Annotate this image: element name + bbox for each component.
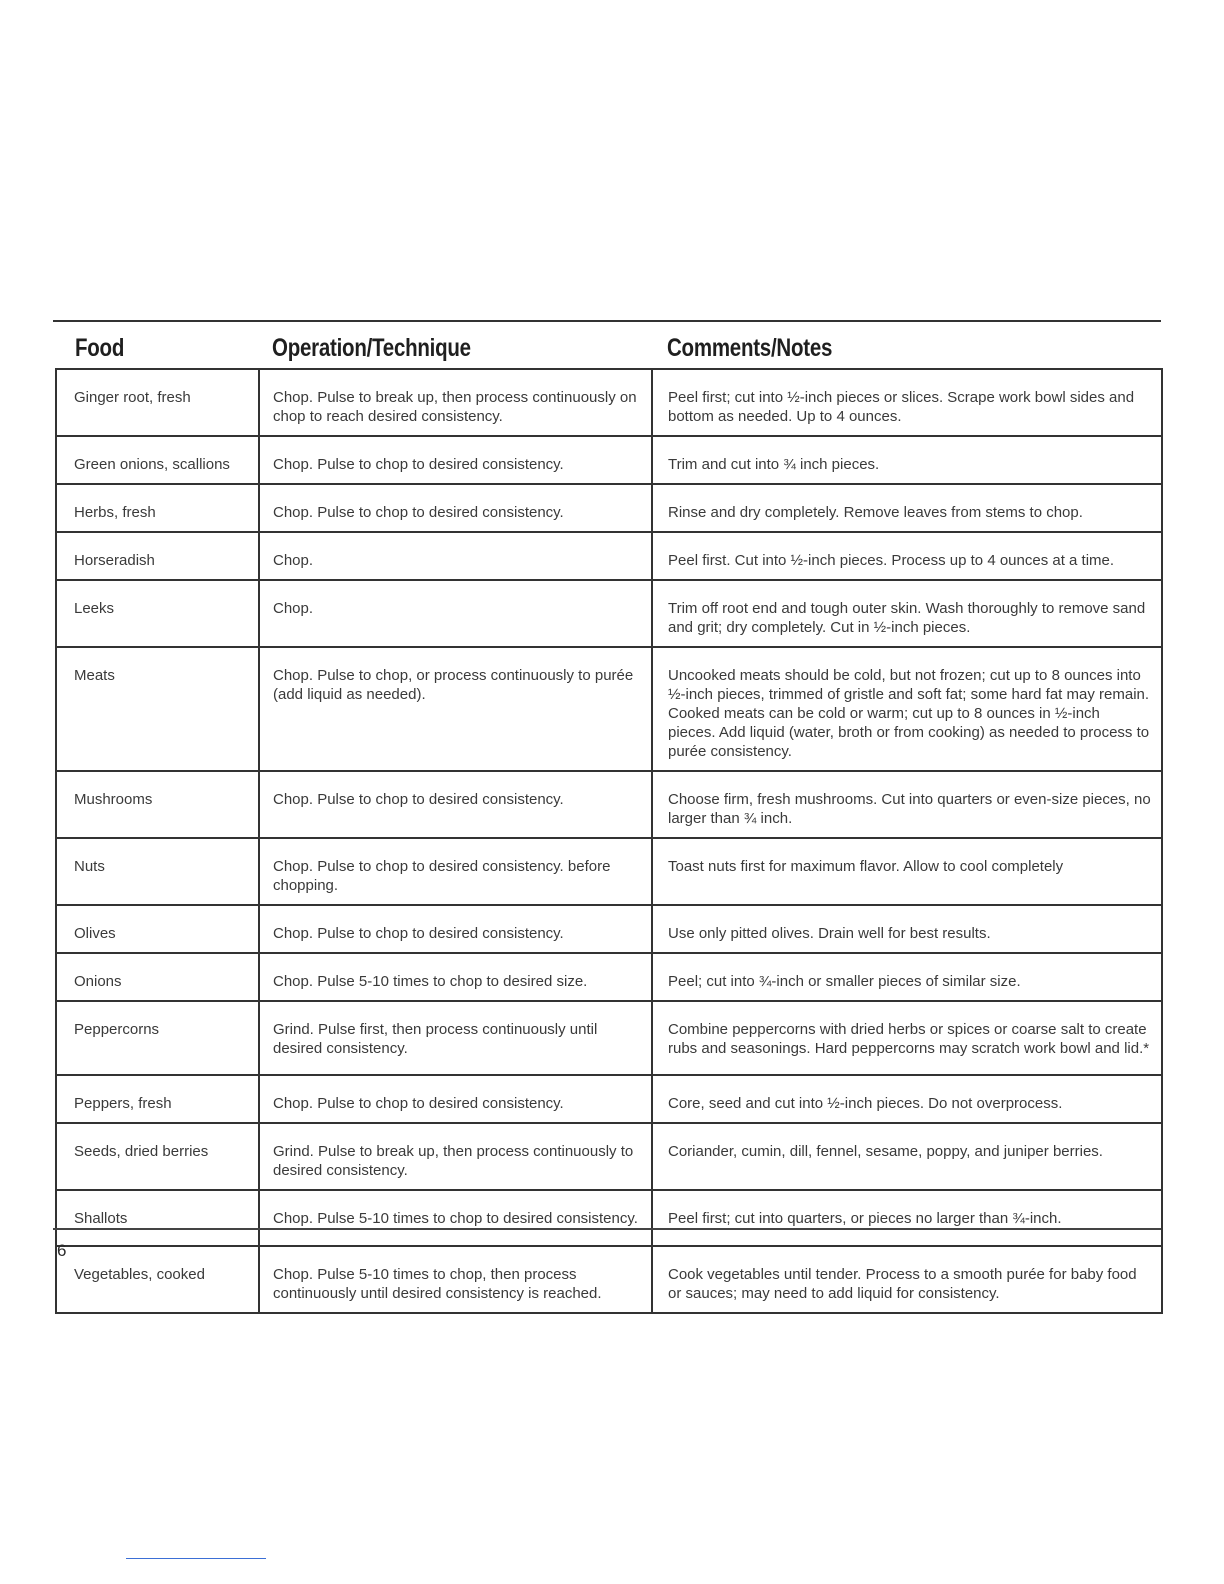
notes-cell: Trim off root end and tough outer skin. Wash thoroughly to remove sand and grit; dry completely. Cut in ½-inch pieces. xyxy=(652,580,1162,647)
operation-cell: Chop. Pulse to chop to desired consistency. xyxy=(259,1075,652,1123)
notes-cell: Peel first; cut into quarters, or pieces no larger than ¾-inch. xyxy=(652,1190,1162,1246)
notes-cell: Peel first. Cut into ½-inch pieces. Process up to 4 ounces at a time. xyxy=(652,532,1162,580)
decorative-line xyxy=(126,1558,266,1559)
operation-cell: Chop. Pulse to chop to desired consistency. xyxy=(259,771,652,838)
notes-cell: Core, seed and cut into ½-inch pieces. Do not overprocess. xyxy=(652,1075,1162,1123)
operation-cell: Chop. Pulse to chop to desired consistency. xyxy=(259,436,652,484)
table-row xyxy=(56,647,1162,771)
operation-cell: Chop. Pulse to break up, then process continuously on chop to reach desired consistency. xyxy=(259,369,652,436)
food-cell: Olives xyxy=(56,905,259,953)
operation-cell: Grind. Pulse to break up, then process continuously to desired consistency. xyxy=(259,1123,652,1190)
food-cell: Seeds, dried berries xyxy=(56,1123,259,1190)
operation-cell: Chop. xyxy=(259,580,652,647)
food-cell: Green onions, scallions xyxy=(56,436,259,484)
notes-cell: Trim and cut into ¾ inch pieces. xyxy=(652,436,1162,484)
table-row xyxy=(56,436,1162,484)
notes-cell: Peel first; cut into ½-inch pieces or slices. Scrape work bowl sides and bottom as needed. Up to 4 ounces. xyxy=(652,369,1162,436)
operation-cell: Chop. Pulse 5-10 times to chop, then process continuously until desired consistency is reached. xyxy=(259,1246,652,1313)
table-row xyxy=(56,1246,1162,1313)
table-row xyxy=(56,1123,1162,1190)
notes-cell: Uncooked meats should be cold, but not frozen; cut up to 8 ounces into ½-inch pieces, trimmed of gristle and soft fat; some hard fat may remain. Cooked meats can be cold or warm; cut up to 8 ounces in ½-inch pieces. Add liquid (water, broth or from cooking) as needed to process to purée consistency. xyxy=(652,647,1162,771)
food-cell: Leeks xyxy=(56,580,259,647)
operation-cell: Grind. Pulse first, then process continuously until desired consistency. xyxy=(259,1001,652,1075)
notes-cell: Use only pitted olives. Drain well for best results. xyxy=(652,905,1162,953)
food-cell: Peppercorns xyxy=(56,1001,259,1075)
table-row xyxy=(56,953,1162,1001)
notes-cell: Rinse and dry completely. Remove leaves from stems to chop. xyxy=(652,484,1162,532)
food-cell: Mushrooms xyxy=(56,771,259,838)
table-row xyxy=(56,1075,1162,1123)
table-row xyxy=(56,484,1162,532)
notes-cell: Coriander, cumin, dill, fennel, sesame, poppy, and juniper berries. xyxy=(652,1123,1162,1190)
food-cell: Nuts xyxy=(56,838,259,905)
table-row xyxy=(56,580,1162,647)
notes-cell: Choose firm, fresh mushrooms. Cut into quarters or even-size pieces, no larger than ¾ inch. xyxy=(652,771,1162,838)
operation-cell: Chop. Pulse to chop, or process continuously to purée (add liquid as needed). xyxy=(259,647,652,771)
table-row xyxy=(56,1190,1162,1246)
operation-cell: Chop. Pulse 5-10 times to chop to desired consistency. xyxy=(259,1190,652,1246)
top-rule xyxy=(53,320,1161,322)
header-food: Food xyxy=(75,334,125,362)
food-cell: Onions xyxy=(56,953,259,1001)
table-row xyxy=(56,905,1162,953)
header-operation: Operation/Technique xyxy=(272,334,471,362)
notes-cell: Combine peppercorns with dried herbs or spices or coarse salt to create rubs and seasonings. Hard peppercorns may scratch work bowl and lid.* xyxy=(652,1001,1162,1075)
table-row xyxy=(56,771,1162,838)
food-cell: Shallots xyxy=(56,1190,259,1246)
table-row xyxy=(56,838,1162,905)
food-cell: Vegetables, cooked xyxy=(56,1246,259,1313)
notes-cell: Peel; cut into ¾-inch or smaller pieces of similar size. xyxy=(652,953,1162,1001)
food-cell: Herbs, fresh xyxy=(56,484,259,532)
bottom-rule xyxy=(53,1228,1161,1230)
table-row xyxy=(56,369,1162,436)
operation-cell: Chop. xyxy=(259,532,652,580)
notes-cell: Cook vegetables until tender. Process to a smooth purée for baby food or sauces; may need to add liquid for consistency. xyxy=(652,1246,1162,1313)
notes-cell: Toast nuts first for maximum flavor. Allow to cool completely xyxy=(652,838,1162,905)
table-row xyxy=(56,1001,1162,1075)
operation-cell: Chop. Pulse to chop to desired consistency. xyxy=(259,905,652,953)
page-number: 6 xyxy=(57,1241,67,1260)
food-cell: Peppers, fresh xyxy=(56,1075,259,1123)
food-cell: Meats xyxy=(56,647,259,771)
food-processing-table xyxy=(55,368,1163,1314)
operation-cell: Chop. Pulse 5-10 times to chop to desired size. xyxy=(259,953,652,1001)
operation-cell: Chop. Pulse to chop to desired consistency. before chopping. xyxy=(259,838,652,905)
food-cell: Ginger root, fresh xyxy=(56,369,259,436)
table-row xyxy=(56,532,1162,580)
food-cell: Horseradish xyxy=(56,532,259,580)
table-header xyxy=(53,332,1161,368)
header-notes: Comments/Notes xyxy=(667,334,833,362)
operation-cell: Chop. Pulse to chop to desired consistency. xyxy=(259,484,652,532)
